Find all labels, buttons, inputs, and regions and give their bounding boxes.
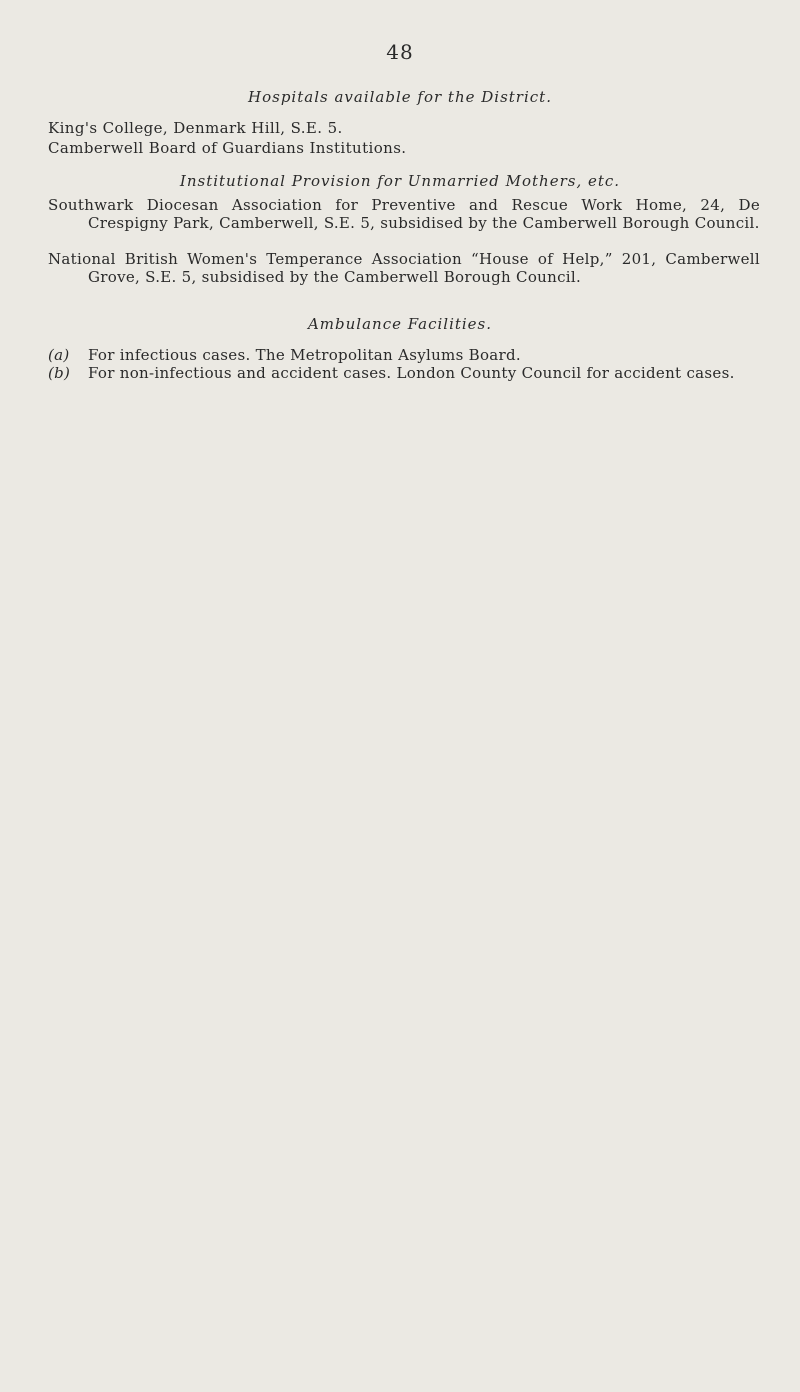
hospital-line: King's College, Denmark Hill, S.E. 5. [48,119,343,137]
ambulance-item [48,364,760,382]
ambulance-heading: Ambulance Facilities. [307,315,493,333]
institution-entry: Southwark Diocesan Association for Preventive and Rescue Work Home, 24, De Crespigny Park, Camberwell, S.E. 5, subsidised by the Camberwell Borough Council. [48,196,760,232]
list-text: For infectious cases. The Metropolitan Asylums Board. [88,346,521,364]
list-marker: (a) [48,346,70,364]
hospital-line: Camberwell Board of Guardians Institutions. [48,139,407,157]
list-text: For non-infectious and accident cases. London County Council for accident cases. [88,364,735,382]
list-marker: (b) [48,364,71,382]
institution-entry: National British Women's Temperance Association “House of Help,” 201, Camberwell Grove, S.E. 5, subsidised by the Camberwell Borough Council. [48,250,760,286]
hospitals-heading: Hospitals available for the District. [248,88,552,106]
ambulance-item [48,346,760,364]
institutional-heading: Institutional Provision for Unmarried Mothers, etc. [179,172,621,190]
page-number: 48 [386,40,414,64]
